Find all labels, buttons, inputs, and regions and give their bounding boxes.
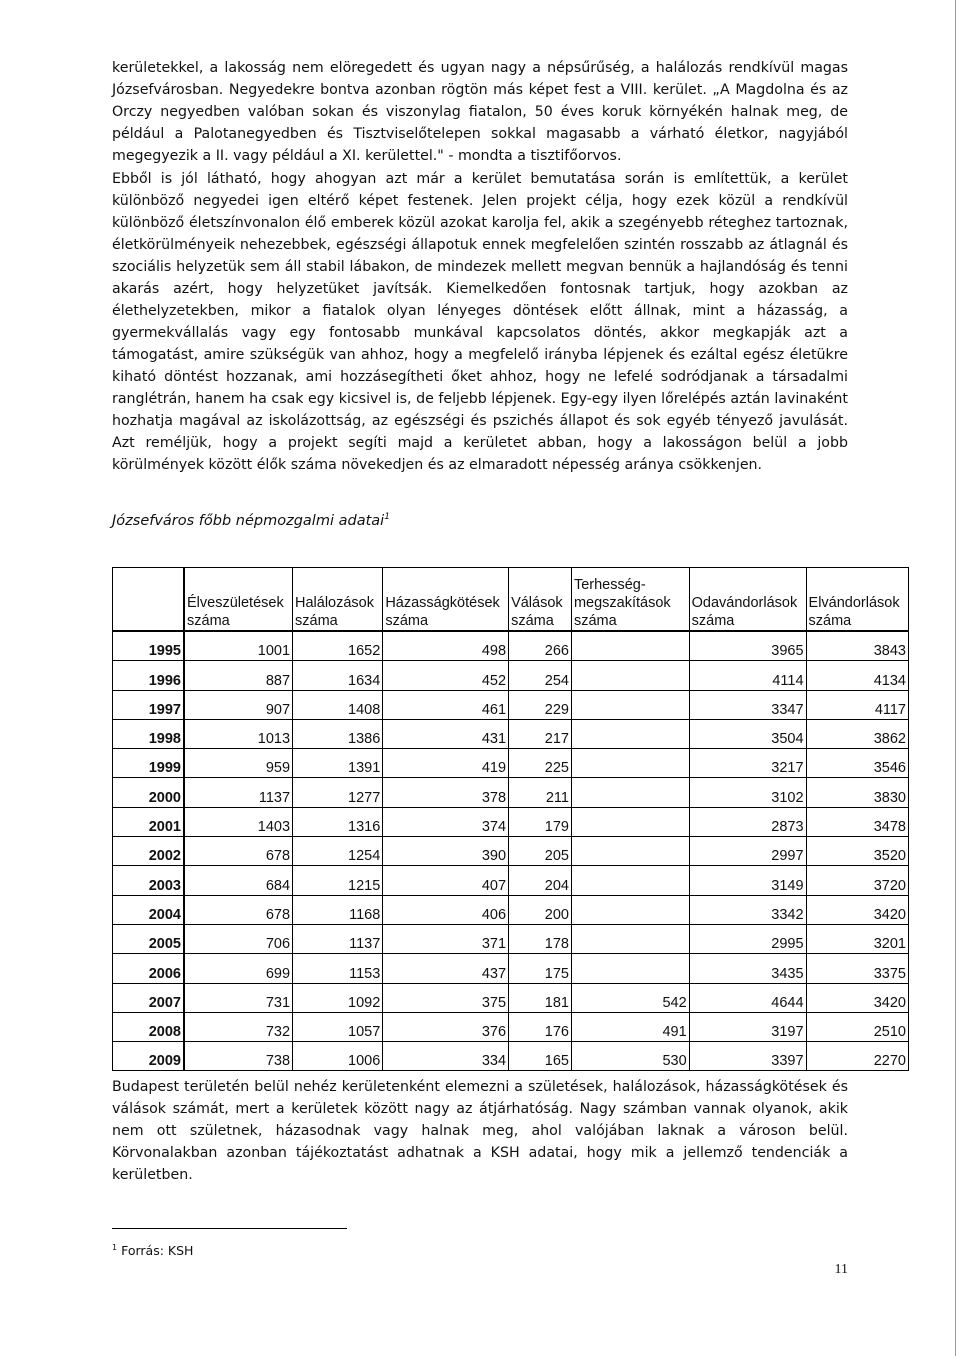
row-year-cell: 2000 xyxy=(113,778,185,807)
footnote-separator xyxy=(112,1228,347,1229)
table-cell: 1634 xyxy=(293,661,383,690)
table-row xyxy=(113,895,909,924)
table-cell: 1153 xyxy=(293,954,383,983)
row-year-cell: 2006 xyxy=(113,954,185,983)
column-header: Élveszületések száma xyxy=(184,568,293,632)
table-cell: 2997 xyxy=(689,837,806,866)
table-cell: 706 xyxy=(184,924,293,953)
table-cell xyxy=(571,690,689,719)
table-cell: 1168 xyxy=(293,895,383,924)
table-cell: 887 xyxy=(184,661,293,690)
page-number: 11 xyxy=(834,1262,848,1277)
table-cell: 452 xyxy=(383,661,509,690)
table-cell: 1254 xyxy=(293,837,383,866)
table-cell: 1057 xyxy=(293,1012,383,1041)
table-cell: 732 xyxy=(184,1012,293,1041)
table-cell: 3720 xyxy=(806,866,908,895)
table-cell: 3843 xyxy=(806,631,908,661)
body-paragraph: kerületekkel, a lakosság nem elöregedett és ugyan nagy a népsűrűség, a halálozás rendkívül magas Józsefvárosban. Negyedekre bontva azonban rögtön más képet fest a VIII. kerület. „A Magdolna és az Orczy negyedben valóban sokan és viszonylag fiatalon, 50 éves koruk környékén halnak meg, de például a Palotanegyedben és Tisztviselőtelepen sokkal magasabb a várható életkor, nagyjából megegyezik a II. vagy például a XI. kerülettel." - mondta a tisztifőorvos. xyxy=(112,60,848,164)
table-cell: 907 xyxy=(184,690,293,719)
table-cell: 378 xyxy=(383,778,509,807)
body-paragraph: Ebből is jól látható, hogy ahogyan azt már a kerület bemutatása során is említettük, a kerület különböző negyedei igen eltérő képet festenek. Jelen projekt célja, hogy ezek közül a rendkívül különböző életszínvonalon élő emberek közül azokat karolja fel, akik a szegényebb réteghez tartoznak, életkörülményeik nehezebbek, egészségi állapotuk ennek megfelelően szintén rosszabb az átlagnál és szociális helyzetük sem áll stabil lábakon, de mindezek mellett megvan bennük a hajlandóság és tenni akarás azért, hogy helyzetüket javítsák. Kiemelkedően fontosnak tartjuk, hogy azokban az élethelyzetekben, mikor a fiatalok olyan lényeges döntések előtt állnak, mint a házasság, a gyermekvállalás vagy egy fontosabb munkával kapcsolatos döntés, akkor megkapják azt a támogatást, amire szükségük van ahhoz, hogy a megfelelő irányba lépjenek és ezáltal egész életükre kiható döntést hozzanak, ami hozzásegítheti őket ahhoz, hogy ne lefelé sodródjanak a társadalmi ranglétrán, hanem ha csak egy kicsivel is, de feljebb lépjenek. Egy-egy ilyen lőrelépés aztán lavinaként hozhatja magával az iskolázottság, az egészségi és pszichés állapot és sok egyéb tényező javulását. Azt reméljük, hogy a projekt segíti majd a kerületet abban, hogy a lakosságon belül a jobb körülmények között élők száma növekedjen és az elmaradott népesség aránya csökkenjen. xyxy=(112,171,848,473)
table-cell: 2995 xyxy=(689,924,806,953)
table-row xyxy=(113,983,909,1012)
table-cell: 3520 xyxy=(806,837,908,866)
table-cell: 4644 xyxy=(689,983,806,1012)
column-header: Odavándorlások száma xyxy=(689,568,806,632)
table-cell: 3149 xyxy=(689,866,806,895)
footnote-text: Forrás: KSH xyxy=(121,1243,194,1259)
row-year-cell: 1999 xyxy=(113,749,185,778)
table-cell: 3201 xyxy=(806,924,908,953)
table-cell: 1316 xyxy=(293,807,383,836)
table-cell: 678 xyxy=(184,895,293,924)
table-cell: 684 xyxy=(184,866,293,895)
table-cell: 334 xyxy=(383,1042,509,1071)
table-cell: 3342 xyxy=(689,895,806,924)
row-year-cell: 2004 xyxy=(113,895,185,924)
table-row xyxy=(113,1042,909,1071)
table-cell: 678 xyxy=(184,837,293,866)
table-cell xyxy=(571,807,689,836)
table-row xyxy=(113,631,909,661)
table-cell: 1137 xyxy=(293,924,383,953)
table-cell: 3830 xyxy=(806,778,908,807)
row-year-cell: 2001 xyxy=(113,807,185,836)
table-cell: 1277 xyxy=(293,778,383,807)
table-body xyxy=(113,631,909,1071)
table-cell: 3397 xyxy=(689,1042,806,1071)
table-cell: 217 xyxy=(509,719,572,748)
row-year-cell: 1995 xyxy=(113,631,185,661)
table-cell xyxy=(571,749,689,778)
table-row xyxy=(113,837,909,866)
table-cell: 3420 xyxy=(806,983,908,1012)
table-row xyxy=(113,719,909,748)
table-cell: 1652 xyxy=(293,631,383,661)
table-cell: 376 xyxy=(383,1012,509,1041)
table-cell: 1391 xyxy=(293,749,383,778)
table-cell: 699 xyxy=(184,954,293,983)
table-cell: 179 xyxy=(509,807,572,836)
table-cell: 3435 xyxy=(689,954,806,983)
row-year-cell: 2008 xyxy=(113,1012,185,1041)
table-caption-text: Józsefváros főbb népmozgalmi adatai xyxy=(112,512,385,529)
table-cell: 3347 xyxy=(689,690,806,719)
table-row xyxy=(113,749,909,778)
table-cell: 371 xyxy=(383,924,509,953)
table-cell: 165 xyxy=(509,1042,572,1071)
row-year-cell: 1997 xyxy=(113,690,185,719)
table-cell: 407 xyxy=(383,866,509,895)
table-row xyxy=(113,954,909,983)
table-cell xyxy=(571,837,689,866)
table-cell xyxy=(571,631,689,661)
table-cell: 178 xyxy=(509,924,572,953)
table-cell: 959 xyxy=(184,749,293,778)
row-year-cell: 2002 xyxy=(113,837,185,866)
column-header: Halálozások száma xyxy=(293,568,383,632)
table-cell: 211 xyxy=(509,778,572,807)
table-header-row xyxy=(113,568,909,632)
row-year-cell: 2003 xyxy=(113,866,185,895)
table-cell: 1403 xyxy=(184,807,293,836)
table-row xyxy=(113,866,909,895)
table-cell: 3546 xyxy=(806,749,908,778)
table-cell: 3478 xyxy=(806,807,908,836)
table-cell xyxy=(571,719,689,748)
column-header: Házasságkötések száma xyxy=(383,568,509,632)
table-cell: 1006 xyxy=(293,1042,383,1071)
footnote-reference: 1 xyxy=(384,512,390,522)
table-cell xyxy=(571,924,689,953)
table-cell: 390 xyxy=(383,837,509,866)
table-cell: 1013 xyxy=(184,719,293,748)
table-cell: 229 xyxy=(509,690,572,719)
table-cell: 419 xyxy=(383,749,509,778)
table-cell xyxy=(571,778,689,807)
table-cell: 2873 xyxy=(689,807,806,836)
table-cell: 3197 xyxy=(689,1012,806,1041)
row-year-cell: 2005 xyxy=(113,924,185,953)
column-header: Terhesség-megszakítások száma xyxy=(571,568,689,632)
table-cell xyxy=(571,954,689,983)
table-cell: 498 xyxy=(383,631,509,661)
footnote-marker: 1 xyxy=(112,1243,118,1252)
table-cell: 4117 xyxy=(806,690,908,719)
table-cell: 461 xyxy=(383,690,509,719)
table-cell: 200 xyxy=(509,895,572,924)
table-cell: 225 xyxy=(509,749,572,778)
column-header: Válások száma xyxy=(509,568,572,632)
footnote xyxy=(112,1243,193,1258)
table-cell: 431 xyxy=(383,719,509,748)
body-paragraph: Budapest területén belül nehéz kerületenként elemezni a születések, halálozások, házasságkötések és válások számát, mert a kerületek között nagy az átjárhatóság. Nagy számban vannak olyanok, akik nem ott születnek, házasodnak vagy halnak meg, ahol valójában laknak a városon belül. Körvonalakban azonban tájékoztatást adhatnak a KSH adatai, hogy mik a jellemző tendenciák a kerületben. xyxy=(112,1079,848,1183)
table-caption xyxy=(112,512,390,529)
table-cell: 1137 xyxy=(184,778,293,807)
table-cell: 176 xyxy=(509,1012,572,1041)
row-year-cell: 1998 xyxy=(113,719,185,748)
row-year-cell: 1996 xyxy=(113,661,185,690)
table-cell: 4114 xyxy=(689,661,806,690)
table-cell: 374 xyxy=(383,807,509,836)
table-cell: 1215 xyxy=(293,866,383,895)
table-cell: 1408 xyxy=(293,690,383,719)
table-cell: 375 xyxy=(383,983,509,1012)
scan-edge-line xyxy=(955,0,956,1356)
table-cell: 266 xyxy=(509,631,572,661)
column-header: Elvándorlások száma xyxy=(806,568,908,632)
table-cell: 491 xyxy=(571,1012,689,1041)
table-cell: 530 xyxy=(571,1042,689,1071)
table-cell: 3504 xyxy=(689,719,806,748)
table-cell: 3375 xyxy=(806,954,908,983)
table-cell: 1386 xyxy=(293,719,383,748)
table-cell: 1001 xyxy=(184,631,293,661)
row-year-cell: 2007 xyxy=(113,983,185,1012)
table-cell: 1092 xyxy=(293,983,383,1012)
table-cell: 204 xyxy=(509,866,572,895)
table-cell: 406 xyxy=(383,895,509,924)
table-corner-cell xyxy=(113,568,185,632)
table-cell: 731 xyxy=(184,983,293,1012)
table-cell xyxy=(571,895,689,924)
row-year-cell: 2009 xyxy=(113,1042,185,1071)
population-statistics-table xyxy=(112,567,909,1071)
table-cell: 175 xyxy=(509,954,572,983)
table-cell xyxy=(571,866,689,895)
table-row xyxy=(113,778,909,807)
table-cell: 3862 xyxy=(806,719,908,748)
table-cell: 3965 xyxy=(689,631,806,661)
table-row xyxy=(113,661,909,690)
table-cell: 437 xyxy=(383,954,509,983)
table-cell: 2270 xyxy=(806,1042,908,1071)
table-cell: 205 xyxy=(509,837,572,866)
table-row xyxy=(113,924,909,953)
table-cell: 4134 xyxy=(806,661,908,690)
table-row xyxy=(113,1012,909,1041)
table-cell: 3420 xyxy=(806,895,908,924)
table-cell: 542 xyxy=(571,983,689,1012)
table-cell: 3102 xyxy=(689,778,806,807)
table-row xyxy=(113,807,909,836)
table-cell xyxy=(571,661,689,690)
table-cell: 738 xyxy=(184,1042,293,1071)
table-cell: 3217 xyxy=(689,749,806,778)
table-row xyxy=(113,690,909,719)
table-cell: 181 xyxy=(509,983,572,1012)
table-cell: 2510 xyxy=(806,1012,908,1041)
table-cell: 254 xyxy=(509,661,572,690)
